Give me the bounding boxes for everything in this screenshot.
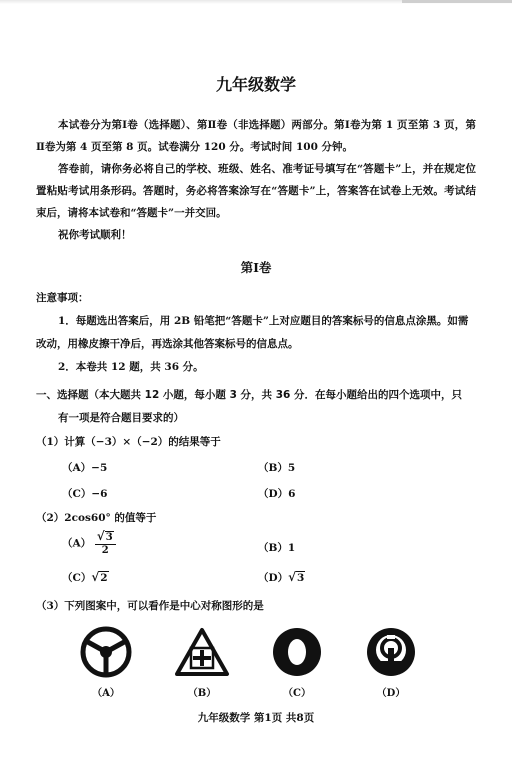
note-2: 2．本卷共 12 题，共 36 分。 <box>58 361 204 373</box>
page-footer: 九年级数学 第1页 共8页 <box>197 712 315 724</box>
question-2-option-d: （D）√3 <box>258 570 305 584</box>
steering-wheel-icon <box>80 626 132 678</box>
note-1: 1．每题选出答案后，用 2B 铅笔把“答题卡”上对应题目的答案标号的信息点涂黑。如需改动，用橡皮擦干净后，再选涂其他答案标号的信息点。 <box>36 315 469 350</box>
intro-paragraph-1: 本试卷分为第Ⅰ卷（选择题）、第Ⅱ卷（非选择题）两部分。第Ⅰ卷为第 1 页至第 3 页，第Ⅱ卷为第 4 页至第 8 页。试卷满分 120 分。考试时间 100 分钟。 <box>36 119 476 153</box>
part-heading-line-2: 有一项是符合题目要求的） <box>58 412 184 424</box>
hospital-warning-triangle-icon <box>174 626 230 678</box>
part-heading <box>36 384 476 430</box>
figure-d-label: （D） <box>376 688 406 699</box>
intro-paragraph-3: 祝你考试顺利！ <box>58 229 132 241</box>
question-1-option-a: （A）−5 <box>62 462 108 474</box>
notes-title: 注意事项： <box>36 292 89 304</box>
fraction-sqrt3-over-2: $\frac{√3}{2}$ <box>95 530 116 557</box>
question-2-option-c: （C）√2 <box>62 570 108 584</box>
figure-c-label: （C） <box>283 688 311 699</box>
page-title: 九年级数学 <box>215 75 296 94</box>
question-2-stem: （2）2cos60° 的值等于 <box>36 512 157 524</box>
notes-list <box>36 310 476 379</box>
intro-paragraph-2: 答卷前，请你务必将自己的学校、班级、姓名、准考证号填写在“答题卡”上，并在规定位置粘贴考试用条形码。答题时，务必将答案涂写在“答题卡”上，答案答在试卷上无效。考试结束后，请将本试卷和“答题卡”一并交回。 <box>36 163 476 219</box>
question-1-stem: （1）计算（−3）×（−2）的结果等于 <box>36 436 221 448</box>
question-1-option-b: （B）5 <box>258 462 296 474</box>
question-1-option-c: （C）−6 <box>62 488 108 500</box>
question-2-option-a <box>62 530 116 557</box>
sqrt-2: √2 <box>91 570 108 584</box>
railway-logo-icon <box>364 626 418 678</box>
question-3-stem: （3）下列图案中，可以看作是中心对称图形的是 <box>36 600 264 612</box>
question-2-option-a-label: （A） <box>62 537 92 550</box>
page-corner-shadow <box>402 0 512 3</box>
two-crescents-icon <box>270 626 324 678</box>
figure-b-label: （B） <box>187 688 217 699</box>
part-heading-line-1: 一、选择题（本大题共 12 小题，每小题 3 分，共 36 分．在每小题给出的四个选项中，只 <box>36 389 462 401</box>
question-1-option-d: （D）6 <box>258 488 296 500</box>
section-title: 第Ⅰ卷 <box>240 260 272 275</box>
figure-a-label: （A） <box>92 688 120 699</box>
sqrt-3: √3 <box>288 570 305 584</box>
question-2-option-b: （B）1 <box>258 542 296 554</box>
